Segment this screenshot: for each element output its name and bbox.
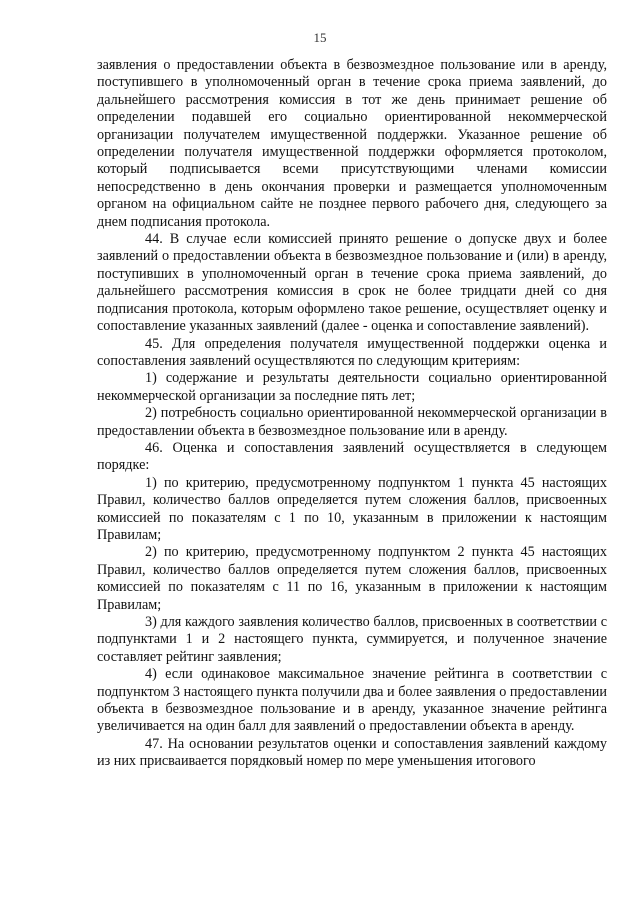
paragraph-45-item-1: 1) содержание и результаты деятельности социально ориентированной некоммерческой организации за последние пять лет; xyxy=(97,370,607,404)
document-body xyxy=(97,57,607,771)
paragraph-46-item-4: 4) если одинаковое максимальное значение рейтинга в соответствии с подпунктом 3 настоящего пункта получили два и более заявления о предоставлении объекта в безвозмездное пользование и в аренду, указанное значение рейтинга увеличивается на один балл для заявлений о предоставлении объекта в аренду. xyxy=(97,666,607,735)
page-number: 15 xyxy=(313,30,327,45)
paragraph-47: 47. На основании результатов оценки и сопоставления заявлений каждому из них присваивается порядковый номер по мере уменьшения итогового xyxy=(97,735,607,770)
paragraph-46: 46. Оценка и сопоставления заявлений осуществляется в следующем порядке: xyxy=(97,439,607,474)
paragraph-46-item-1: 1) по критерию, предусмотренному подпунктом 1 пункта 45 настоящих Правил, количество баллов определяется путем сложения баллов, присвоенных комиссией по показателям с 1 по 10, указанным в приложении к настоящим Правилам; xyxy=(97,474,607,543)
paragraph-45-item-2: 2) потребность социально ориентированной некоммерческой организации в предоставлении объекта в безвозмездное пользование или в аренду. xyxy=(97,405,607,439)
paragraph-46-item-3: 3) для каждого заявления количество баллов, присвоенных в соответствии с подпунктами 1 и 2 настоящего пункта, суммируется, и полученное значение составляет рейтинг заявления; xyxy=(97,614,607,665)
paragraph-45: 45. Для определения получателя имущественной поддержки оценка и сопоставления заявлений осуществляются по следующим критериям: xyxy=(97,335,607,369)
paragraph-continuation: заявления о предоставлении объекта в безвозмездное пользование или в аренду, поступившего в уполномоченный орган в течение срока приема заявлений, до дальнейшего рассмотрения комиссия в тот же день принимает решение об определении подавшей его социально ориентированной некоммерческой организации получателем имущественной поддержки. Указанное решение об определении получателя имущественной поддержки оформляется протоколом, который подписывается всеми присутствующими членами комиссии непосредственно в день окончания проверки и размещается уполномоченным органом на официальном сайте не позднее первого рабочего дня, следующего за днем подписания протокола. xyxy=(97,57,607,230)
paragraph-46-item-2: 2) по критерию, предусмотренному подпунктом 2 пункта 45 настоящих Правил, количество баллов определяется путем сложения баллов, присвоенных комиссией по показателям с 11 по 16, указанным в приложении к настоящим Правилам; xyxy=(97,544,607,613)
paragraph-44: 44. В случае если комиссией принято решение о допуске двух и более заявлений о предоставлении объекта в безвозмездное пользование и (или) в аренду, поступивших в уполномоченный орган в течение срока приема заявлений, до дальнейшего рассмотрения комиссия в срок не более тридцати дней со дня подписания протокола, которым оформлено такое решение, осуществляет оценку и сопоставление указанных заявлений (далее - оценка и сопоставление заявлений). xyxy=(97,231,607,335)
